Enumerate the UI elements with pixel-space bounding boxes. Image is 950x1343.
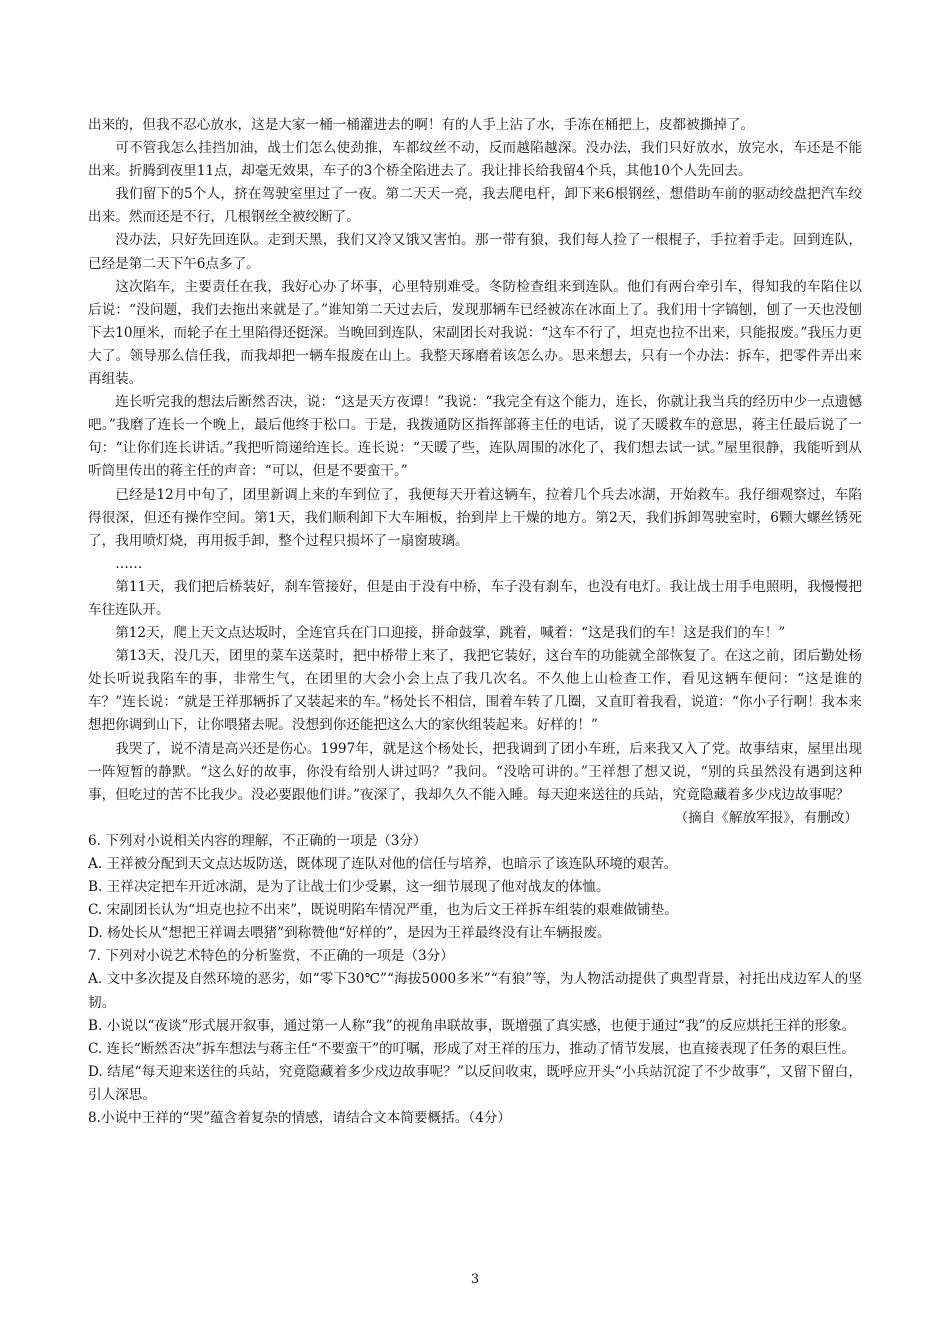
option-d: D. 杨处长从“想把王祥调去喂猪”到称赞他“好样的”，是因为王祥最终没有让车辆报废。 <box>88 925 611 942</box>
question-stem: 7. 下列对小说艺术特色的分析鉴赏，不正确的一项是（3分） <box>88 948 454 965</box>
question-stem: 8.小说中王祥的“哭”蕴含着复杂的情感，请结合文本简要概括。（4分） <box>88 1110 511 1127</box>
option-d: D. 结尾“每天迎来送往的兵站，究竟隐藏着多少戍边故事呢？”以反问收束，既呼应开头“小兵站沉淀了不少故事”，又留下留白，引人深思。 <box>88 1063 862 1103</box>
article-body <box>88 114 862 830</box>
article-paragraph: 我哭了，说不清是高兴还是伤心。1997年，就是这个杨处长，把我调到了团小车班，后来我又入了党。故事结束，屋里出现一阵短暂的静默。“这么好的故事，你没有给别人讲过吗？”我问。“没啥可讲的。”王祥想了想又说，“别的兵虽然没有遇到这种事，但吃过的苦不比我少。没必要跟他们讲。”夜深了，我却久久不能入睡。每天迎来送往的兵站，究竟隐藏着多少戍边故事呢？ <box>88 740 862 803</box>
option-c: C. 宋副团长认为“坦克也拉不出来”，既说明陷车情况严重，也为后文王祥拆车组装的艰难做铺垫。 <box>88 902 678 919</box>
question-8 <box>88 1107 862 1130</box>
article-paragraph: 第11天，我们把后桥装好，刹车管接好，但是由于没有中桥，车子没有刹车，也没有电灯。我让战士用手电照明，我慢慢把车往连队开。 <box>88 578 862 618</box>
article-paragraph: 出来的，但我不忍心放水，这是大家一桶一桶灌进去的啊！有的人手上沾了水，手冻在桶把上，皮都被撕掉了。 <box>88 117 755 133</box>
article-paragraph: 连长听完我的想法后断然否决，说：“这是天方夜谭！”我说：“我完全有这个能力，连长，你就让我当兵的经历中少一点遗憾吧。”我磨了连长一个晚上，最后他终于松口。于是，我拨通防区指挥部蒋主任的电话，说了天暖救车的意思，蒋主任最后说了一句：“让你们连长讲话。”我把听筒递给连长。连长说：“天暖了些，连队周围的冰化了，我们想去试一试。”屋里很静，我能听到从听筒里传出的蒋主任的声音：“可以，但是不要蛮干。” <box>88 394 862 480</box>
question-7 <box>88 945 862 1107</box>
page-number: 3 <box>470 1272 480 1287</box>
article-paragraph: 第12天，爬上天文点达坂时，全连官兵在门口迎接，拼命鼓掌，跳着，喊着：“这是我们的车！这是我们的车！” <box>115 625 786 642</box>
article-paragraph: 这次陷车，主要责任在我，我好心办了坏事，心里特别难受。冬防检查组来到连队。他们有两台牵引车，得知我的车陷住以后说：“没问题，我们去拖出来就是了。”谁知第二天过去后，发现那辆车已经被冻在冰面上了。我们用十字镐刨，刨了一天也没刨下去10厘米，而轮子在土里陷得还挺深。当晚回到连队，宋副团长对我说：“这车不行了，坦克也拉不出来，只能报废。”我压力更大了。领导那么信任我，而我却把一辆车报废在山上。我整天琢磨着该怎么办。思来想去，只有一个办法：拆车，把零件弄出来再组装。 <box>88 278 862 388</box>
question-stem: 6. 下列对小说相关内容的理解，不正确的一项是（3分） <box>88 832 427 849</box>
article-paragraph: 我们留下的5个人，挤在驾驶室里过了一夜。第二天天一亮，我去爬电杆，卸下来6根钢丝，想借助车前的驱动绞盘把汽车绞出来。然而还是不行，几根钢丝全被绞断了。 <box>88 186 862 226</box>
option-a: A. 文中多次提及自然环境的恶劣，如“零下30℃”“海拔5000多米”“有狼”等，为人物活动提供了典型背景，衬托出戍边军人的坚韧。 <box>88 971 862 1011</box>
article-paragraph: 第13天，没几天，团里的菜车送菜时，把中桥带上来了，我把它装好，这台车的功能就全部恢复了。在这之前，团后勤处杨处长听说我陷车的事，非常生气，在团里的大会小会上点了我几次名。不久他上山检查工作，看见这辆车便问：“这是谁的车？”连长说：“就是王祥那辆拆了又装起来的车。”杨处长不相信，围着车转了几圈，又直盯着我看，说道：“你小子行啊！我本来想把你调到山下，让你喂猪去呢。没想到你还能把这么大的家伙组装起来。好样的！” <box>88 648 862 734</box>
option-a: A. 王祥被分配到天文点达坂防送，既体现了连队对他的信任与培养，也暗示了该连队环境的艰苦。 <box>88 856 678 872</box>
article-source: （摘自《解放军报》，有删改） <box>674 809 858 826</box>
option-c: C. 连长“断然否决”拆车想法与蒋主任“不要蛮干”的叮嘱，形成了对王祥的压力，推动了情节发展，也直接表现了任务的艰巨性。 <box>88 1040 855 1057</box>
article-paragraph: 没办法，只好先回连队。走到天黑，我们又冷又饿又害怕。那一带有狼，我们每人捡了一根棍子，手拉着手走。回到连队，已经是第二天下午6点多了。 <box>88 232 862 272</box>
article-paragraph: 可不管我怎么挂挡加油，战士们怎么使劲推，车都纹丝不动，反而越陷越深。没办法，我们只好放水，放完水，车还是不能出来。折腾到夜里11点，却毫无效果，车子的3个桥全陷进去了。我让排长给我留4个兵，其他10个人先回去。 <box>88 140 862 180</box>
option-b: B. 小说以“夜谈”形式展开叙事，通过第一人称“我”的视角串联故事，既增强了真实感，也便于通过“我”的反应烘托王祥的形象。 <box>88 1017 856 1034</box>
ellipsis: …… <box>115 555 143 572</box>
option-b: B. 王祥决定把车开近冰湖，是为了让战士们少受累，这一细节展现了他对战友的体恤。 <box>88 879 610 896</box>
article-paragraph: 已经是12月中旬了，团里新调上来的车到位了，我便每天开着这辆车，拉着几个兵去冰湖，开始救车。我仔细观察过，车陷得很深，但还有操作空间。第1天，我们顺利卸下大车厢板，抬到岸上干燥的地方。第2天，我们拆卸驾驶室时，6颗大螺丝锈死了，我用喷灯烧，再用扳手卸，整个过程只损坏了一扇窗玻璃。 <box>88 486 862 549</box>
question-6 <box>88 830 862 945</box>
